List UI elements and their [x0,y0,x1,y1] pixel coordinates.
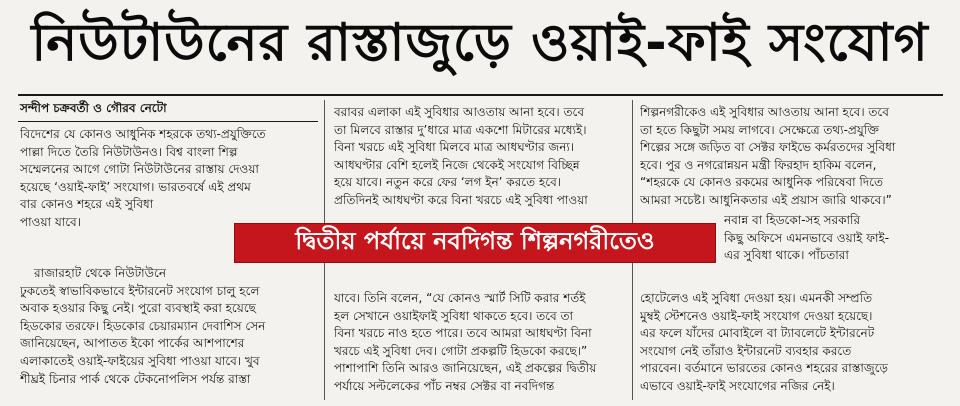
text-line: খরচে এই সুবিধা দেব। গোটা প্রকল্পটি হিডকো করছে।” [334,343,588,358]
column-3-top [640,104,940,210]
text-line: কিছু অফিসে এমনভাবে ওয়াই ফাই- [724,230,890,245]
text-line: তা হতে কিছুটা সময় লাগবে। সেক্ষেত্রে তথ্য-প্রযুক্তি [640,122,879,137]
text-line: সম্মেলনের আগে গোটা নিউটাউনের রাস্তায় দেওয়া [20,162,259,177]
column-1-bottom [20,265,320,388]
text-line: হবে। পুর ও নগরোন্নয়ন মন্ত্রী ফিরহাদ হাকিম বলেন, [640,157,877,172]
text-line: এলাকাতেই ওয়াই-ফাইয়ের সুবিধা পাওয়া যাবে। খুব [20,353,260,368]
column-2-top [334,104,626,210]
text-line: প্রতিদিনই আধঘণ্টা করে বিনা খরচে এই সুবিধা পাওয়া [334,192,588,207]
text-line: যাবে। তিনি বলেন, “যে কোনও স্মার্ট সিটি করার শর্তই [334,291,586,305]
text-line: তা মিলবে রাস্তার দু’ধারে মাত্র একশো মিটারের মধ্যেই। [334,122,587,137]
headline: নিউটাউনের রাস্তাজুড়ে ওয়াই-ফাই সংযোগ [31,12,929,73]
byline: সন্দীপ চক্রবর্তী ও গৌরব নেটো [20,101,167,115]
text-line: আধঘণ্টার বেশি হলেই নিজে থেকেই সংযোগ বিচ্ছিন্ন [334,157,580,172]
text-line: এভাবে ওয়াই-ফাই সংযোগের নজির নেই। [640,378,835,393]
text-line: হোটেলেও এই সুবিধা দেওয়া হয়। এমনকী সম্প্রতি [640,291,873,305]
text-line: জানিয়েছেন, আপাতত ইকো পার্কের আশপাশের [20,336,245,351]
text-line: নবান্ন বা হিডকো-সহ সরকারি [724,213,861,227]
text-line: হল সেখানে ওয়াইফাই সুবিধা থাকতে হবে। তবে তা [334,308,574,323]
text-line: পারবেন। বর্তমানে ভারতের কোনও শহরের রাস্তাজুড়ে [640,361,888,376]
text-line: শিল্পনগরীকেও এই সুবিধার আওতায় আনা হবে। তবে [640,105,889,119]
headline-rule [18,94,943,96]
text-line: অবাক হওয়ার কিছু নেই। পুরো ব্যবস্থাই করা হয়েছে [20,301,256,316]
text-line: এর ফলে যাঁদের মোবাইলে বা ট্যাবলেটে ইন্টারনেট [640,326,875,341]
text-line: “শহরকে যে কোনও রকমের আধুনিক পরিষেবা দিতে [640,175,883,190]
text-line: শিল্পের সঙ্গে জড়িত বা সেক্টর ফাইভে কর্মরতদের সুবিধা [640,140,896,155]
text-line: রাজারহাট থেকে নিউটাউনে [34,266,166,280]
text-line: বিদেশের যে কোনও আধুনিক শহরকে তথ্য-প্রযুক্তিতে [20,127,266,141]
text-line: সংযোগ নেই তাঁরাও ইন্টারনেট ব্যবহার করতে [640,343,852,358]
text-line: বিনা খরচে নাও হতে পারে। তবে আমরা আধঘণ্টা বিনা [334,326,592,341]
text-line: পাশাপাশি তিনি আরও জানিয়েছেন, এই প্রকল্পের দ্বিতীয় [334,361,597,376]
subheading-banner: দ্বিতীয় পর্যায়ে নবদিগন্ত শিল্পনগরীতেও [234,223,716,263]
byline-rule [18,121,318,122]
text-line: এর সুবিধা থাকে। পাঁচতারা [724,248,849,263]
text-line: পর্যায়ে সল্টলেকের পাঁচ নম্বর সেক্টর বা নবদিগন্ত [334,378,555,393]
text-line: মুম্বই স্টেশনেও ওয়াই-ফাই সংযোগ দেওয়া হয়েছে। [640,308,873,323]
text-line: হয়েছে ‘ওয়াই-ফাই’ সংযোগ। ভারতবর্ষে এই প্রথম [20,179,251,194]
text-line: শীঘ্রই চিনার পার্ক থেকে টেকনোপলিস পর্যন্ত রাস্তা [20,371,251,386]
text-line: বিনা খরচে এই সুবিধা মিলবে মাত্র আধঘণ্টার জন্য। [334,140,575,155]
text-line: বরাবর এলাকা এই সুবিধার আওতায় আনা হবে। তবে [334,105,585,119]
column-1-top [20,126,320,232]
text-line: ঢুকতেই স্বাভাবিকভাবে ইন্টারনেট সংযোগ চালু হলে [20,283,260,298]
column-2-bottom [334,290,626,396]
column-3-bottom [640,290,940,396]
text-line: পাল্লা দিতে তৈরি নিউটাউনও। বিশ্ব বাংলা শিল্প [20,144,238,159]
text-line: হিডকোর তরফে। হিডকোর চেয়ারম্যান দেবাশিস সেন [20,318,266,333]
text-line: হয়ে যাবে। নতুন করে ফের ‘লগ ইন’ করতে হবে। [334,175,562,190]
column-3-middle [724,212,940,265]
text-line: বার কোনও শহরে এই সুবিধা [20,197,154,212]
text-line: আমরা সচেষ্ট। আধুনিকতার এই প্রয়াস জারি থাকবে।” [640,192,892,207]
text-line: পাওয়া যাবে। [20,214,82,229]
